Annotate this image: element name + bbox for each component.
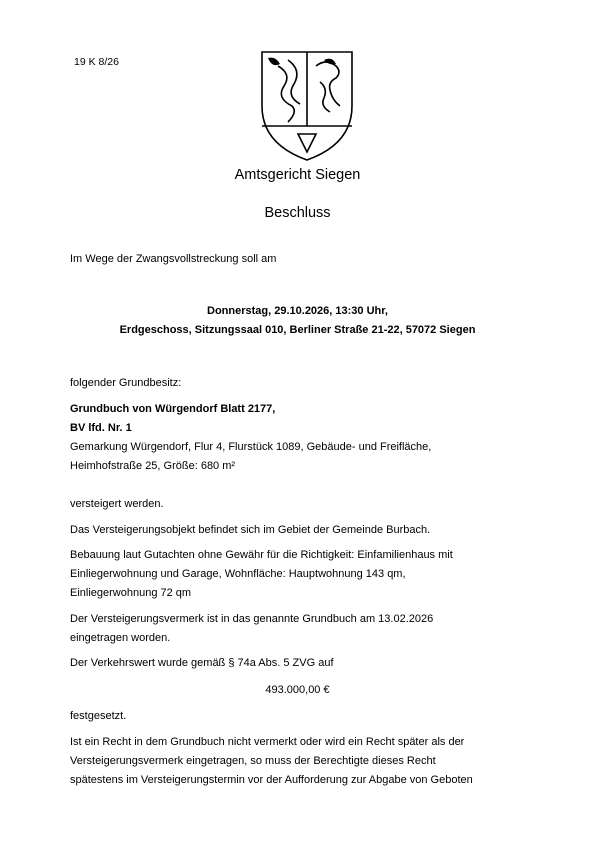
verkehrswert-amount: 493.000,00 € <box>265 684 330 696</box>
gemarkung-line-2: Heimhofstraße 25, Größe: 680 m² <box>70 460 236 472</box>
document-title: Beschluss <box>264 205 331 221</box>
gemarkung-line-1: Gemarkung Würgendorf, Flur 4, Flurstück 1089, Gebäude- und Freifläche, <box>70 441 432 453</box>
festgesetzt-text: festgesetzt. <box>70 710 127 722</box>
property-label: folgender Grundbesitz: <box>70 377 182 389</box>
recht-line-3: spätestens im Versteigerungstermin vor der Aufforderung zur Abgabe von Geboten <box>70 774 473 786</box>
bv-line: BV lfd. Nr. 1 <box>70 422 132 434</box>
auction-date: Donnerstag, 29.10.2026, 13:30 Uhr, <box>207 305 388 317</box>
case-number: 19 K 8/26 <box>74 56 119 68</box>
vermerk-line-1: Der Versteigerungsvermerk ist in das genannte Grundbuch am 13.02.2026 <box>70 613 434 625</box>
gemeinde-text: Das Versteigerungsobjekt befindet sich im Gebiet der Gemeinde Burbach. <box>70 524 431 536</box>
bebauung-line-2: Einliegerwohnung und Garage, Wohnfläche: Hauptwohnung 143 qm, <box>70 568 406 580</box>
register-line: Grundbuch von Würgendorf Blatt 2177, <box>70 403 276 415</box>
vermerk-line-2: eingetragen worden. <box>70 632 171 644</box>
verkehrswert-intro: Der Verkehrswert wurde gemäß § 74a Abs. 5 ZVG auf <box>70 657 334 669</box>
versteigert-text: versteigert werden. <box>70 498 164 510</box>
auction-location: Erdgeschoss, Sitzungssaal 010, Berliner Straße 21-22, 57072 Siegen <box>119 324 476 336</box>
court-name: Amtsgericht Siegen <box>234 167 361 183</box>
recht-line-2: Versteigerungsvermerk eingetragen, so muss der Berechtigte dieses Recht <box>70 755 436 767</box>
recht-line-1: Ist ein Recht in dem Grundbuch nicht vermerkt oder wird ein Recht später als der <box>70 736 465 748</box>
nrw-coat-of-arms-icon <box>258 46 356 164</box>
bebauung-line-3: Einliegerwohnung 72 qm <box>70 587 192 599</box>
bebauung-line-1: Bebauung laut Gutachten ohne Gewähr für die Richtigkeit: Einfamilienhaus mit <box>70 549 453 561</box>
intro-text: Im Wege der Zwangsvollstreckung soll am <box>70 253 277 265</box>
